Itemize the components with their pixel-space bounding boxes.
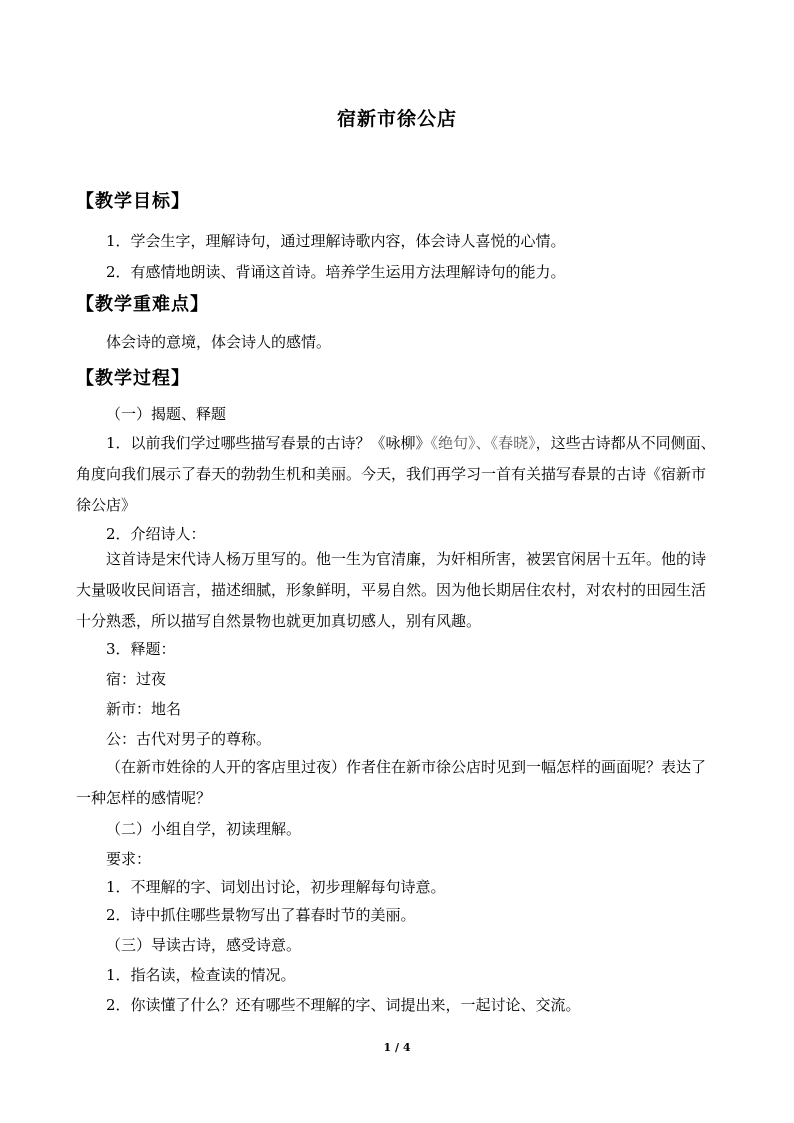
step1-title: （一）揭题、释题: [106, 405, 227, 423]
requirement-2: 2．诗中抓住哪些景物写出了暮春时节的美丽。: [106, 906, 416, 924]
explain-xinshi: 新市：地名: [106, 700, 182, 718]
page-number: 1 / 4: [383, 1041, 411, 1054]
question-1-text-b: ，这些古诗都从不同侧面、角度向我们展示了春天的勃勃生机和美丽。今天，我们再学习一首有关描写春景的古诗《宿新市徐公店》: [76, 434, 716, 514]
explain-su: 宿：过夜: [106, 670, 167, 688]
explain-full-paragraph: （在新市姓徐的人开的客店里过夜）作者住在新市徐公店时见到一幅怎样的画面呢？表达了一种怎样的感情呢？: [76, 758, 707, 807]
document-title: 宿新市徐公店: [336, 108, 457, 130]
difficulty-text: 体会诗的意境，体会诗人的感情。: [106, 333, 332, 351]
reading-step-2: 2．你读懂了什么？还有哪些不理解的字、词提出来，一起讨论、交流。: [106, 996, 581, 1014]
heading-difficulty: 【教学重难点】: [76, 294, 209, 315]
goal-item-2: 2．有感情地朗读、背诵这首诗。培养学生运用方法理解诗句的能力。: [106, 263, 566, 281]
reading-step-1: 1．指名读，检查读的情况。: [106, 966, 296, 984]
requirement-1: 1．不理解的字、词划出讨论，初步理解每句诗意。: [106, 878, 446, 896]
requirements-label: 要求：: [106, 850, 152, 868]
explain-gong: 公：古代对男子的尊称。: [106, 730, 272, 748]
book-title-jueju: 《绝句》: [430, 434, 476, 452]
step3-title: （三）导读古诗，感受诗意。: [106, 936, 302, 954]
goal-item-1: 1．学会生字，理解诗句，通过理解诗歌内容，体会诗人喜悦的心情。: [106, 232, 566, 250]
poet-label: 2．介绍诗人：: [106, 525, 206, 543]
heading-process: 【教学过程】: [76, 368, 190, 389]
book-separator: 、: [475, 434, 491, 452]
step2-title: （二）小组自学，初读理解。: [106, 820, 302, 838]
poet-paragraph: 这首诗是宋代诗人杨万里写的。他一生为官清廉，为奸相所害，被罢官闲居十五年。他的诗大量吸收民间语言，描述细腻，形象鲜明，平易自然。因为他长期居住农村，对农村的田园生活十分熟悉，所以描写自然景物也就更加真切感人，别有风趣。: [76, 550, 707, 630]
question-1-text-a: 1．以前我们学过哪些描写春景的古诗？《咏柳》: [106, 434, 431, 452]
explain-label: 3．释题：: [106, 640, 176, 658]
book-title-chunxiao: 《春晓》: [490, 434, 536, 452]
heading-goals: 【教学目标】: [76, 191, 190, 212]
question-1-paragraph: [76, 428, 716, 521]
